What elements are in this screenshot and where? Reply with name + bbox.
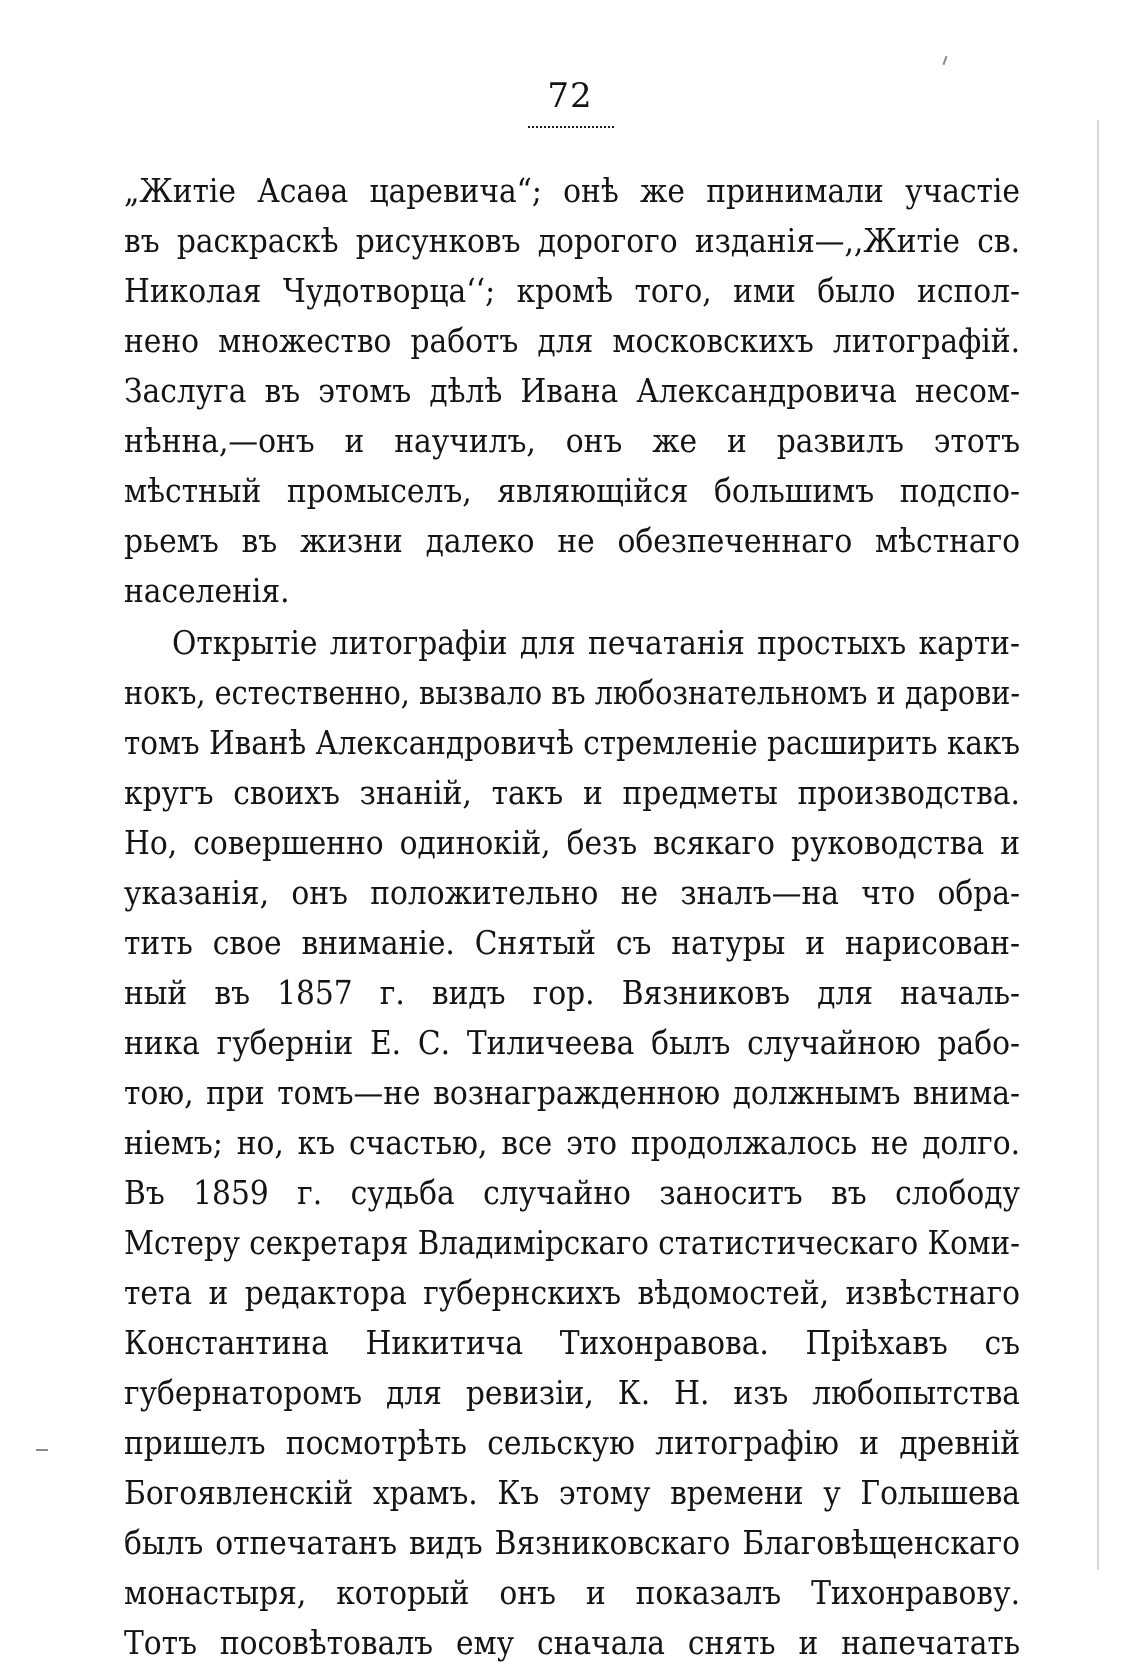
text-line: тить свое вниманіе. Снятый съ натуры и нарисован-	[124, 923, 1020, 962]
text-line: пришелъ посмотрѣть сельскую литографію и древній	[124, 1423, 1020, 1462]
text-line: населенія.	[124, 571, 290, 610]
text-line: кругъ своихъ знаній, такъ и предметы производства.	[124, 773, 1020, 812]
text-line: нѣнна,—онъ и научилъ, онъ же и развилъ этотъ	[124, 421, 1020, 460]
text-line: тою, при томъ—не вознагражденною должнымъ внима-	[124, 1073, 1020, 1112]
text-line: рьемъ въ жизни далеко не обезпеченнаго мѣстнаго	[124, 521, 1020, 560]
scan-mark-right-edge	[1097, 120, 1099, 1570]
text-line: губернаторомъ для ревизіи, К. Н. изъ любопытства	[124, 1373, 1020, 1412]
text-line: былъ отпечатанъ видъ Вязниковскаго Благовѣщенскаго	[124, 1523, 1020, 1562]
text-line: Въ 1859 г. судьба случайно заноситъ въ слободу	[124, 1173, 1020, 1212]
text-line: тета и редактора губернскихъ вѣдомостей, извѣстнаго	[124, 1273, 1020, 1312]
text-line: „Житіе Асаѳа царевича“; онѣ же принимали участіе	[124, 171, 1020, 210]
page-number-rule	[528, 126, 614, 128]
text-line: Константина Никитича Тихонравова. Пріѣхавъ съ	[124, 1323, 1020, 1362]
text-line: нокъ, естественно, вызвало въ любознательномъ и дарови-	[124, 673, 1020, 712]
text-line: Открытіе литографіи для печатанія простыхъ карти-	[172, 623, 1020, 662]
text-line: указанія, онъ положительно не зналъ—на что обра-	[124, 873, 1020, 912]
text-line: томъ Иванѣ Александровичѣ стремленіе расширить какъ	[124, 723, 1020, 762]
text-line: Богоявленскій храмъ. Къ этому времени у Голышева	[124, 1473, 1020, 1512]
text-line: монастыря, который онъ и показалъ Тихонравову.	[124, 1573, 1020, 1612]
text-line: Тотъ посовѣтовалъ ему сначала снять и напечатать	[124, 1623, 1020, 1662]
text-line: Мстеру секретаря Владимірскаго статистическаго Коми-	[124, 1223, 1020, 1262]
text-line: Заслуга въ этомъ дѣлѣ Ивана Александровича несом-	[124, 371, 1020, 410]
text-line: ника губерніи Е. С. Тиличеева былъ случайною рабо-	[124, 1023, 1020, 1062]
text-line: Но, совершенно одинокій, безъ всякаго руководства и	[124, 823, 1020, 862]
text-line: Николая Чудотворца‘‘; кромѣ того, ими было испол-	[124, 271, 1020, 310]
scan-mark-left-edge	[36, 1449, 48, 1451]
scan-mark-top-right	[943, 56, 948, 65]
text-line: ный въ 1857 г. видъ гор. Вязниковъ для началь-	[124, 973, 1020, 1012]
text-line: ніемъ; но, къ счастью, все это продолжалось не долго.	[124, 1123, 1020, 1162]
text-line: нено множество работъ для московскихъ литографій.	[124, 321, 1020, 360]
text-line: въ раскраскѣ рисунковъ дорогого изданія—,,Житіе св.	[124, 221, 1020, 260]
text-line: мѣстный промыселъ, являющійся большимъ подспо-	[124, 471, 1020, 510]
page-number: 72	[547, 76, 593, 116]
